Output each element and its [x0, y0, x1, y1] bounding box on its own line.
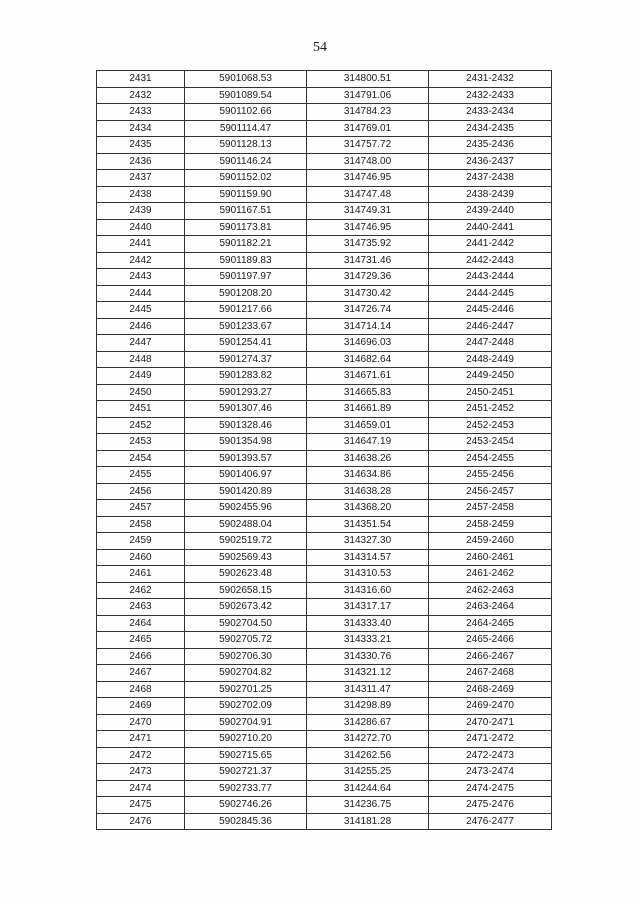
table-row	[97, 813, 552, 830]
table-row	[97, 269, 552, 286]
table-row	[97, 467, 552, 484]
x-coordinate-cell: 5901173.81	[185, 219, 307, 236]
x-coordinate-cell: 5902569.43	[185, 549, 307, 566]
point-number-cell: 2445	[97, 302, 185, 319]
table-row	[97, 236, 552, 253]
segment-cell: 2471-2472	[429, 731, 552, 748]
table-row	[97, 219, 552, 236]
point-number-cell: 2444	[97, 285, 185, 302]
table-row	[97, 186, 552, 203]
segment-cell: 2467-2468	[429, 665, 552, 682]
x-coordinate-cell: 5901089.54	[185, 87, 307, 104]
segment-cell: 2445-2446	[429, 302, 552, 319]
table-row	[97, 434, 552, 451]
point-number-cell: 2455	[97, 467, 185, 484]
y-coordinate-cell: 314731.46	[307, 252, 429, 269]
x-coordinate-cell: 5901328.46	[185, 417, 307, 434]
table-row	[97, 170, 552, 187]
y-coordinate-cell: 314181.28	[307, 813, 429, 830]
table-row	[97, 648, 552, 665]
segment-cell: 2457-2458	[429, 500, 552, 517]
y-coordinate-cell: 314747.48	[307, 186, 429, 203]
table-row	[97, 120, 552, 137]
point-number-cell: 2473	[97, 764, 185, 781]
x-coordinate-cell: 5901406.97	[185, 467, 307, 484]
table-row	[97, 566, 552, 583]
point-number-cell: 2448	[97, 351, 185, 368]
point-number-cell: 2470	[97, 714, 185, 731]
segment-cell: 2453-2454	[429, 434, 552, 451]
table-row	[97, 582, 552, 599]
x-coordinate-cell: 5902721.37	[185, 764, 307, 781]
point-number-cell: 2459	[97, 533, 185, 550]
y-coordinate-cell: 314729.36	[307, 269, 429, 286]
table-row	[97, 318, 552, 335]
point-number-cell: 2449	[97, 368, 185, 385]
segment-cell: 2451-2452	[429, 401, 552, 418]
table-row	[97, 698, 552, 715]
x-coordinate-cell: 5902519.72	[185, 533, 307, 550]
table-row	[97, 780, 552, 797]
point-number-cell: 2435	[97, 137, 185, 154]
point-number-cell: 2437	[97, 170, 185, 187]
y-coordinate-cell: 314316.60	[307, 582, 429, 599]
segment-cell: 2454-2455	[429, 450, 552, 467]
x-coordinate-cell: 5901068.53	[185, 71, 307, 88]
table-row	[97, 632, 552, 649]
point-number-cell: 2474	[97, 780, 185, 797]
table-row	[97, 747, 552, 764]
point-number-cell: 2462	[97, 582, 185, 599]
x-coordinate-cell: 5901233.67	[185, 318, 307, 335]
segment-cell: 2460-2461	[429, 549, 552, 566]
point-number-cell: 2460	[97, 549, 185, 566]
y-coordinate-cell: 314368.20	[307, 500, 429, 517]
page-number: 54	[313, 40, 327, 55]
table-row	[97, 731, 552, 748]
y-coordinate-cell: 314321.12	[307, 665, 429, 682]
point-number-cell: 2436	[97, 153, 185, 170]
table-row	[97, 384, 552, 401]
point-number-cell: 2450	[97, 384, 185, 401]
x-coordinate-cell: 5901254.41	[185, 335, 307, 352]
segment-cell: 2441-2442	[429, 236, 552, 253]
table-row	[97, 401, 552, 418]
point-number-cell: 2454	[97, 450, 185, 467]
segment-cell: 2444-2445	[429, 285, 552, 302]
y-coordinate-cell: 314726.74	[307, 302, 429, 319]
point-number-cell: 2472	[97, 747, 185, 764]
point-number-cell: 2465	[97, 632, 185, 649]
x-coordinate-cell: 5901182.21	[185, 236, 307, 253]
y-coordinate-cell: 314665.83	[307, 384, 429, 401]
y-coordinate-cell: 314333.40	[307, 615, 429, 632]
segment-cell: 2455-2456	[429, 467, 552, 484]
point-number-cell: 2433	[97, 104, 185, 121]
segment-cell: 2433-2434	[429, 104, 552, 121]
segment-cell: 2473-2474	[429, 764, 552, 781]
table-row	[97, 483, 552, 500]
y-coordinate-cell: 314638.26	[307, 450, 429, 467]
point-number-cell: 2475	[97, 797, 185, 814]
x-coordinate-cell: 5902488.04	[185, 516, 307, 533]
segment-cell: 2469-2470	[429, 698, 552, 715]
y-coordinate-cell: 314682.64	[307, 351, 429, 368]
x-coordinate-cell: 5902704.50	[185, 615, 307, 632]
point-number-cell: 2476	[97, 813, 185, 830]
y-coordinate-cell: 314333.21	[307, 632, 429, 649]
point-number-cell: 2464	[97, 615, 185, 632]
table-row	[97, 599, 552, 616]
y-coordinate-cell: 314714.14	[307, 318, 429, 335]
point-number-cell: 2432	[97, 87, 185, 104]
x-coordinate-cell: 5902746.26	[185, 797, 307, 814]
y-coordinate-cell: 314351.54	[307, 516, 429, 533]
segment-cell: 2440-2441	[429, 219, 552, 236]
point-number-cell: 2431	[97, 71, 185, 88]
point-number-cell: 2452	[97, 417, 185, 434]
point-number-cell: 2453	[97, 434, 185, 451]
table-row	[97, 153, 552, 170]
table-row	[97, 665, 552, 682]
table-row	[97, 137, 552, 154]
segment-cell: 2443-2444	[429, 269, 552, 286]
y-coordinate-cell: 314671.61	[307, 368, 429, 385]
segment-cell: 2450-2451	[429, 384, 552, 401]
y-coordinate-cell: 314314.57	[307, 549, 429, 566]
x-coordinate-cell: 5902710.20	[185, 731, 307, 748]
table-row	[97, 351, 552, 368]
point-number-cell: 2468	[97, 681, 185, 698]
table-row	[97, 797, 552, 814]
segment-cell: 2476-2477	[429, 813, 552, 830]
point-number-cell: 2442	[97, 252, 185, 269]
y-coordinate-cell: 314244.64	[307, 780, 429, 797]
point-number-cell: 2434	[97, 120, 185, 137]
point-number-cell: 2463	[97, 599, 185, 616]
segment-cell: 2461-2462	[429, 566, 552, 583]
y-coordinate-cell: 314735.92	[307, 236, 429, 253]
y-coordinate-cell: 314730.42	[307, 285, 429, 302]
x-coordinate-cell: 5902704.82	[185, 665, 307, 682]
y-coordinate-cell: 314310.53	[307, 566, 429, 583]
segment-cell: 2442-2443	[429, 252, 552, 269]
x-coordinate-cell: 5902733.77	[185, 780, 307, 797]
point-number-cell: 2461	[97, 566, 185, 583]
table-row	[97, 681, 552, 698]
table-row	[97, 764, 552, 781]
y-coordinate-cell: 314748.00	[307, 153, 429, 170]
x-coordinate-cell: 5901197.97	[185, 269, 307, 286]
segment-cell: 2435-2436	[429, 137, 552, 154]
table-row	[97, 335, 552, 352]
x-coordinate-cell: 5902706.30	[185, 648, 307, 665]
point-number-cell: 2451	[97, 401, 185, 418]
y-coordinate-cell: 314659.01	[307, 417, 429, 434]
x-coordinate-cell: 5901114.47	[185, 120, 307, 137]
point-number-cell: 2458	[97, 516, 185, 533]
x-coordinate-cell: 5901159.90	[185, 186, 307, 203]
x-coordinate-cell: 5901167.51	[185, 203, 307, 220]
y-coordinate-cell: 314311.47	[307, 681, 429, 698]
point-number-cell: 2439	[97, 203, 185, 220]
x-coordinate-cell: 5901283.82	[185, 368, 307, 385]
segment-cell: 2466-2467	[429, 648, 552, 665]
x-coordinate-cell: 5901128.13	[185, 137, 307, 154]
segment-cell: 2465-2466	[429, 632, 552, 649]
x-coordinate-cell: 5902705.72	[185, 632, 307, 649]
y-coordinate-cell: 314255.25	[307, 764, 429, 781]
segment-cell: 2448-2449	[429, 351, 552, 368]
x-coordinate-cell: 5902673.42	[185, 599, 307, 616]
x-coordinate-cell: 5901393.57	[185, 450, 307, 467]
segment-cell: 2434-2435	[429, 120, 552, 137]
x-coordinate-cell: 5901208.20	[185, 285, 307, 302]
x-coordinate-cell: 5901274.37	[185, 351, 307, 368]
x-coordinate-cell: 5902702.09	[185, 698, 307, 715]
table-row	[97, 302, 552, 319]
x-coordinate-cell: 5901354.98	[185, 434, 307, 451]
y-coordinate-cell: 314757.72	[307, 137, 429, 154]
point-number-cell: 2446	[97, 318, 185, 335]
segment-cell: 2447-2448	[429, 335, 552, 352]
table-row	[97, 104, 552, 121]
table-row	[97, 368, 552, 385]
y-coordinate-cell: 314800.51	[307, 71, 429, 88]
segment-cell: 2449-2450	[429, 368, 552, 385]
x-coordinate-cell: 5901189.83	[185, 252, 307, 269]
y-coordinate-cell: 314784.23	[307, 104, 429, 121]
coordinates-table-body	[97, 71, 552, 830]
segment-cell: 2463-2464	[429, 599, 552, 616]
segment-cell: 2464-2465	[429, 615, 552, 632]
table-row	[97, 87, 552, 104]
coordinates-table	[96, 70, 552, 830]
point-number-cell: 2440	[97, 219, 185, 236]
y-coordinate-cell: 314272.70	[307, 731, 429, 748]
table-row	[97, 285, 552, 302]
x-coordinate-cell: 5901152.02	[185, 170, 307, 187]
point-number-cell: 2441	[97, 236, 185, 253]
table-row	[97, 516, 552, 533]
y-coordinate-cell: 314286.67	[307, 714, 429, 731]
segment-cell: 2462-2463	[429, 582, 552, 599]
y-coordinate-cell: 314749.31	[307, 203, 429, 220]
table-row	[97, 203, 552, 220]
y-coordinate-cell: 314298.89	[307, 698, 429, 715]
y-coordinate-cell: 314327.30	[307, 533, 429, 550]
segment-cell: 2452-2453	[429, 417, 552, 434]
segment-cell: 2446-2447	[429, 318, 552, 335]
point-number-cell: 2471	[97, 731, 185, 748]
point-number-cell: 2469	[97, 698, 185, 715]
segment-cell: 2459-2460	[429, 533, 552, 550]
y-coordinate-cell: 314330.76	[307, 648, 429, 665]
table-row	[97, 71, 552, 88]
y-coordinate-cell: 314634.86	[307, 467, 429, 484]
point-number-cell: 2466	[97, 648, 185, 665]
segment-cell: 2436-2437	[429, 153, 552, 170]
y-coordinate-cell: 314791.06	[307, 87, 429, 104]
segment-cell: 2438-2439	[429, 186, 552, 203]
x-coordinate-cell: 5901102.66	[185, 104, 307, 121]
point-number-cell: 2447	[97, 335, 185, 352]
table-row	[97, 500, 552, 517]
y-coordinate-cell: 314647.19	[307, 434, 429, 451]
x-coordinate-cell: 5901146.24	[185, 153, 307, 170]
table-row	[97, 450, 552, 467]
segment-cell: 2458-2459	[429, 516, 552, 533]
segment-cell: 2431-2432	[429, 71, 552, 88]
segment-cell: 2470-2471	[429, 714, 552, 731]
y-coordinate-cell: 314638.28	[307, 483, 429, 500]
table-row	[97, 714, 552, 731]
y-coordinate-cell: 314262.56	[307, 747, 429, 764]
x-coordinate-cell: 5902715.65	[185, 747, 307, 764]
x-coordinate-cell: 5901420.89	[185, 483, 307, 500]
segment-cell: 2472-2473	[429, 747, 552, 764]
x-coordinate-cell: 5902845.36	[185, 813, 307, 830]
point-number-cell: 2456	[97, 483, 185, 500]
y-coordinate-cell: 314769.01	[307, 120, 429, 137]
x-coordinate-cell: 5902704.91	[185, 714, 307, 731]
segment-cell: 2475-2476	[429, 797, 552, 814]
point-number-cell: 2443	[97, 269, 185, 286]
table-row	[97, 615, 552, 632]
table-row	[97, 549, 552, 566]
y-coordinate-cell: 314746.95	[307, 219, 429, 236]
point-number-cell: 2438	[97, 186, 185, 203]
table-row	[97, 252, 552, 269]
segment-cell: 2468-2469	[429, 681, 552, 698]
y-coordinate-cell: 314236.75	[307, 797, 429, 814]
x-coordinate-cell: 5901217.66	[185, 302, 307, 319]
table-row	[97, 417, 552, 434]
y-coordinate-cell: 314746.95	[307, 170, 429, 187]
segment-cell: 2437-2438	[429, 170, 552, 187]
table-row	[97, 533, 552, 550]
x-coordinate-cell: 5901307.46	[185, 401, 307, 418]
y-coordinate-cell: 314696.03	[307, 335, 429, 352]
point-number-cell: 2467	[97, 665, 185, 682]
x-coordinate-cell: 5901293.27	[185, 384, 307, 401]
x-coordinate-cell: 5902701.25	[185, 681, 307, 698]
segment-cell: 2474-2475	[429, 780, 552, 797]
x-coordinate-cell: 5902658.15	[185, 582, 307, 599]
y-coordinate-cell: 314661.89	[307, 401, 429, 418]
x-coordinate-cell: 5902623.48	[185, 566, 307, 583]
segment-cell: 2439-2440	[429, 203, 552, 220]
y-coordinate-cell: 314317.17	[307, 599, 429, 616]
point-number-cell: 2457	[97, 500, 185, 517]
segment-cell: 2432-2433	[429, 87, 552, 104]
segment-cell: 2456-2457	[429, 483, 552, 500]
x-coordinate-cell: 5902455.96	[185, 500, 307, 517]
